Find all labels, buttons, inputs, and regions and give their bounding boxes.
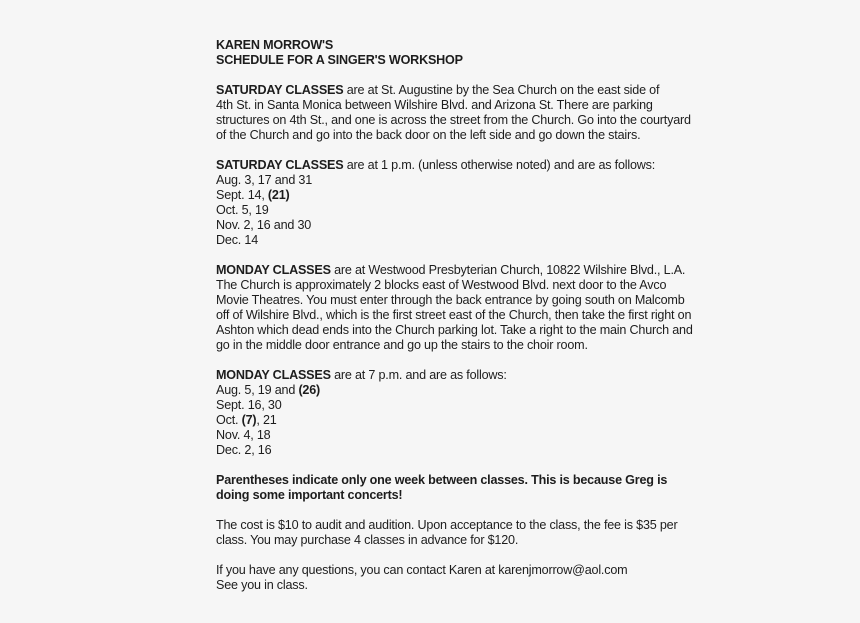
text-line [216, 113, 691, 128]
text: are at 1 p.m. (unless otherwise noted) and are as follows: [343, 158, 656, 172]
text: Nov. 2, 16 and 30 [216, 218, 312, 232]
text-line [216, 293, 686, 308]
text-line [216, 158, 686, 173]
bold-text: Parentheses indicate only one week between classes. This is because Greg is [216, 473, 668, 487]
bold-text: MONDAY CLASSES [216, 263, 331, 277]
text: go in the middle door entrance and go up the stairs to the choir room. [216, 338, 588, 352]
text: See you in class. [216, 578, 308, 592]
text: Sept. 14, [216, 188, 268, 202]
parentheses-note [216, 473, 686, 503]
document-body [216, 38, 693, 593]
text-line [216, 188, 686, 203]
text-line [216, 383, 686, 398]
text: Aug. 5, 19 and [216, 383, 299, 397]
bold-text: (7) [241, 413, 257, 427]
text-line [216, 128, 686, 143]
bold-text: doing some important concerts! [216, 488, 403, 502]
text-line [216, 413, 686, 428]
saturday-schedule [216, 158, 686, 248]
text: 4th St. in Santa Monica between Wilshire Blvd. and Arizona St. There are parking [216, 98, 653, 112]
text: The cost is $10 to audit and audition. Upon acceptance to the class, the fee is $35 per [216, 518, 678, 532]
text-line [216, 323, 693, 338]
text-line [216, 203, 686, 218]
saturday-location-paragraph [216, 83, 691, 143]
text-line [216, 518, 686, 533]
bold-text: KAREN MORROW'S [216, 38, 334, 52]
text: structures on 4th St., and one is across the street from the Church. Go into the courtyard [216, 113, 691, 127]
text-line [216, 173, 686, 188]
text-line [216, 473, 686, 488]
text: are at Westwood Presbyterian Church, 10822 Wilshire Blvd., L.A. [330, 263, 686, 277]
text: Ashton which dead ends into the Church parking lot. Take a right to the main Church and [216, 323, 693, 337]
text: Dec. 2, 16 [216, 443, 272, 457]
text-line [216, 308, 692, 323]
text-line [216, 443, 686, 458]
text-line [216, 398, 686, 413]
text-line [216, 533, 686, 548]
text: Aug. 3, 17 and 31 [216, 173, 313, 187]
contact-paragraph [216, 563, 686, 593]
document-title [216, 38, 686, 68]
text-line [216, 488, 686, 503]
text-line [216, 233, 686, 248]
text: Movie Theatres. You must enter through the back entrance by going south on Malcomb [216, 293, 685, 307]
email-address: karenjmorrow@aol.com [498, 563, 628, 577]
text: Dec. 14 [216, 233, 259, 247]
bold-text: (26) [298, 383, 321, 397]
cost-paragraph [216, 518, 686, 548]
text: , 21 [256, 413, 277, 427]
text-line [216, 338, 686, 353]
text-line [216, 53, 686, 68]
monday-schedule [216, 368, 686, 458]
text: are at 7 p.m. and are as follows: [330, 368, 507, 382]
text-line [216, 563, 686, 578]
text: are at St. Augustine by the Sea Church on the east side of [343, 83, 660, 97]
monday-location-paragraph [216, 263, 693, 353]
text: Oct. [216, 413, 242, 427]
text: Sept. 16, 30 [216, 398, 282, 412]
text: of the Church and go into the back door on the left side and go down the stairs. [216, 128, 641, 142]
text: The Church is approximately 2 blocks east of Westwood Blvd. next door to the Avco [216, 278, 667, 292]
text: If you have any questions, you can contact Karen at [216, 563, 499, 577]
text: Oct. 5, 19 [216, 203, 269, 217]
text-line [216, 368, 686, 383]
text-line [216, 578, 686, 593]
text-line [216, 38, 686, 53]
bold-text: MONDAY CLASSES [216, 368, 331, 382]
text-line [216, 263, 686, 278]
text-line [216, 428, 686, 443]
text-line [216, 278, 686, 293]
bold-text: SATURDAY CLASSES [216, 158, 344, 172]
bold-text: (21) [267, 188, 290, 202]
text-line [216, 83, 686, 98]
text-line [216, 98, 686, 113]
bold-text: SATURDAY CLASSES [216, 83, 344, 97]
text: class. You may purchase 4 classes in advance for $120. [216, 533, 519, 547]
text: off of Wilshire Blvd., which is the first street east of the Church, then take the first right on [216, 308, 692, 322]
bold-text: SCHEDULE FOR A SINGER'S WORKSHOP [216, 53, 463, 67]
text: Nov. 4, 18 [216, 428, 271, 442]
document [216, 38, 693, 593]
text-line [216, 218, 686, 233]
